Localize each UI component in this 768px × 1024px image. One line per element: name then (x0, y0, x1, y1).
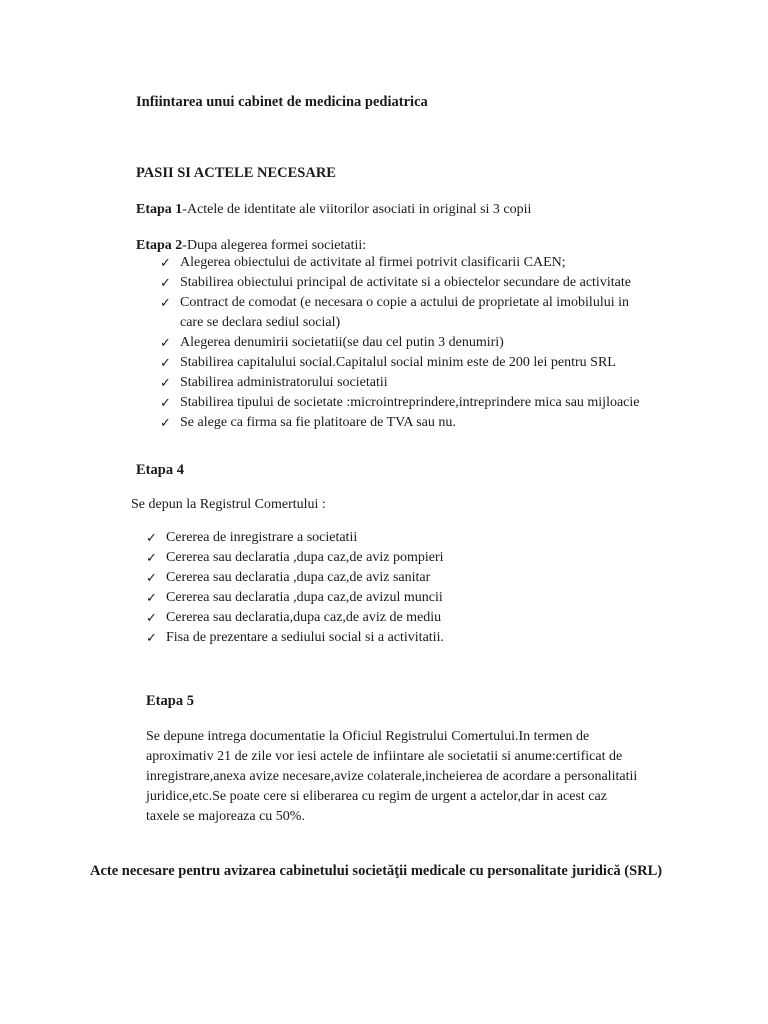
final-heading: Acte necesare pentru avizarea cabinetului societăţii medicale cu personalitate juridică (SRL) (90, 863, 663, 879)
list-item-continuation: care se declara sediul social) (180, 315, 341, 330)
checkmark-icon: ✓ (146, 590, 157, 605)
checkmark-icon: ✓ (160, 415, 171, 430)
checkmark-icon: ✓ (146, 610, 157, 625)
checkmark-icon: ✓ (146, 530, 157, 545)
etapa4-checklist (146, 528, 444, 648)
etapa2-checklist (160, 253, 640, 433)
etapa2-text: -Dupa alegerea formei societatii: (182, 238, 367, 253)
etapa1-line (136, 200, 531, 220)
checkmark-icon: ✓ (146, 570, 157, 585)
list-item: ✓ Cererea sau declaratia ,dupa caz,de aviz sanitar (146, 568, 444, 588)
list-item: ✓ Stabilirea capitalului social.Capitalul social minim este de 200 lei pentru SRL (160, 353, 640, 373)
list-item: ✓ Cererea de inregistrare a societatii (146, 528, 444, 548)
list-item: ✓ Cererea sau declaratia ,dupa caz,de avizul muncii (146, 588, 444, 608)
list-item: ✓ Stabilirea obiectului principal de activitate si a obiectelor secundare de activitate (160, 273, 640, 293)
etapa5-heading: Etapa 5 (146, 693, 194, 709)
list-item: ✓ Alegerea obiectului de activitate al firmei potrivit clasificarii CAEN; (160, 253, 640, 273)
paragraph-line: aproximativ 21 de zile vor iesi actele de infiintare ale societatii si anume:certificat de (146, 749, 623, 764)
checkmark-icon: ✓ (146, 550, 157, 565)
paragraph-line: juridice,etc.Se poate cere si eliberarea cu regim de urgent a actelor,dar in acest caz (146, 789, 607, 804)
checkmark-icon: ✓ (160, 375, 171, 390)
etapa1-label: Etapa 1 (136, 202, 183, 217)
list-item: ✓ Cererea sau declaratia ,dupa caz,de aviz pompieri (146, 548, 444, 568)
list-item: ✓ Alegerea denumirii societatii(se dau cel putin 3 denumiri) (160, 333, 640, 353)
list-item: ✓ Stabilirea tipului de societate :microintreprindere,intreprindere mica sau mijloacie (160, 393, 640, 413)
list-item: ✓ Cererea sau declaratia,dupa caz,de aviz de mediu (146, 608, 444, 628)
section-heading: PASII SI ACTELE NECESARE (136, 165, 336, 181)
checkmark-icon: ✓ (160, 295, 171, 310)
paragraph-line: Se depune intrega documentatie la Oficiul Registrului Comertului.In termen de (146, 729, 590, 744)
paragraph-line: inregistrare,anexa avize necesare,avize colaterale,incheierea de acordare a personalitatii (146, 769, 638, 784)
paragraph-line: taxele se majoreaza cu 50%. (146, 809, 305, 824)
checkmark-icon: ✓ (160, 395, 171, 410)
etapa4-heading: Etapa 4 (136, 462, 184, 478)
checkmark-icon: ✓ (146, 630, 157, 645)
list-item: ✓ Fisa de prezentare a sediului social si a activitatii. (146, 628, 444, 648)
checkmark-icon: ✓ (160, 355, 171, 370)
checkmark-icon: ✓ (160, 335, 171, 350)
list-item: ✓ Contract de comodat (e necesara o copie a actului de proprietate al imobilului in (160, 293, 640, 313)
checkmark-icon: ✓ (160, 255, 171, 270)
etapa4-intro: Se depun la Registrul Comertului : (131, 497, 326, 512)
document-title: Infiintarea unui cabinet de medicina pediatrica (136, 94, 428, 110)
list-item: ✓ Stabilirea administratorului societatii (160, 373, 640, 393)
checkmark-icon: ✓ (160, 275, 171, 290)
etapa5-paragraph (146, 727, 646, 827)
etapa2-label: Etapa 2 (136, 238, 183, 253)
etapa1-text: -Actele de identitate ale viitorilor asociati in original si 3 copii (182, 202, 532, 217)
list-item: ✓ Se alege ca firma sa fie platitoare de TVA sau nu. (160, 413, 640, 433)
